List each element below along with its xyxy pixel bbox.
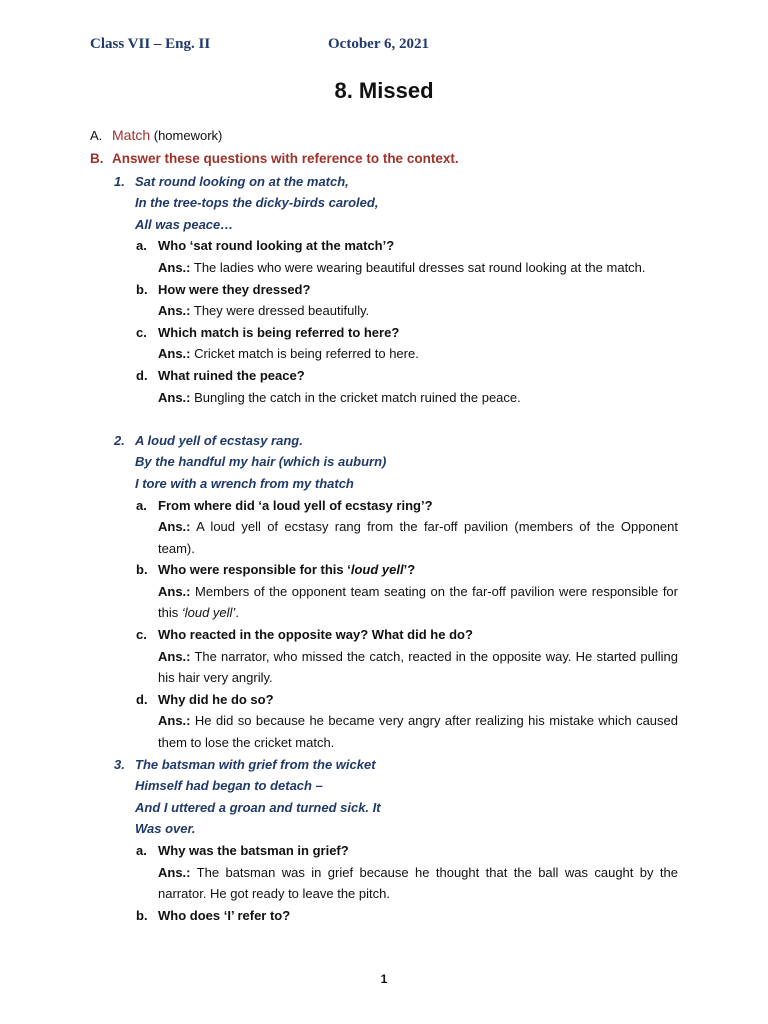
question-label: a.	[136, 238, 147, 254]
question	[90, 365, 678, 387]
section-b-title: Answer these questions with reference to the context.	[112, 150, 459, 166]
question-label: c.	[136, 324, 147, 340]
question-emphasis: loud yell	[350, 562, 404, 578]
answer	[90, 387, 678, 409]
section-a-note: (homework)	[150, 128, 223, 143]
answer	[90, 343, 678, 365]
passage-line: And I uttered a groan and turned sick. It	[135, 799, 381, 815]
passage-number: 3.	[114, 756, 125, 772]
section-b	[90, 147, 678, 171]
answer-text: Bungling the catch in the cricket match ruined the peace.	[190, 389, 521, 405]
question	[90, 279, 678, 301]
question-label: b.	[136, 562, 148, 578]
passage-line: In the tree-tops the dicky-birds caroled,	[135, 195, 379, 211]
date-label: October 6, 2021	[328, 36, 429, 52]
answer-label: Ans.:	[158, 346, 191, 362]
question	[90, 495, 678, 517]
verse-text: The batsman with grief from the wicket	[135, 756, 376, 772]
question-label: a.	[136, 843, 147, 858]
passage-1	[90, 171, 678, 409]
answer-text: He did so because he became very angry after realizing his mistake which caused them to lose the cricket match.	[158, 713, 678, 751]
passage-line	[90, 430, 678, 452]
document-body	[90, 125, 678, 926]
answer-label: Ans.:	[158, 648, 191, 664]
verse-text: A loud yell of ecstasy rang.	[135, 432, 303, 448]
section-a	[90, 125, 678, 147]
passage-2	[90, 430, 678, 754]
question-text: What ruined the peace?	[158, 367, 305, 383]
section-a-title: Match	[112, 127, 151, 143]
question-text: Who ‘sat round looking at the match’?	[158, 238, 395, 254]
passage-line: Himself had began to detach –	[135, 778, 323, 794]
answer-text: The batsman was in grief because he thought that the ball was caught by the narrator. He got ready to leave the pitch.	[158, 864, 678, 902]
question	[90, 559, 678, 581]
question-text: From where did ‘a loud yell of ecstasy ring’?	[158, 497, 433, 513]
answer-text: Cricket match is being referred to here.	[190, 346, 419, 362]
question-label: d.	[136, 691, 148, 707]
class-label: Class VII – Eng. II	[90, 36, 211, 52]
page-title: 8. Missed	[334, 78, 434, 103]
passage-line: Was over.	[135, 821, 196, 837]
verse-text: Sat round looking on at the match,	[135, 173, 349, 189]
question-label: b.	[136, 907, 148, 923]
question-text: Who reacted in the opposite way? What did he do?	[158, 627, 473, 643]
question-text: Which match is being referred to here?	[158, 324, 400, 340]
page-header	[90, 36, 678, 53]
answer-label: Ans.:	[158, 583, 191, 599]
question-label: a.	[136, 497, 147, 513]
question	[90, 840, 678, 862]
answer-text-end: .	[235, 605, 239, 621]
section-a-label: A.	[90, 128, 103, 143]
spacer	[90, 408, 678, 430]
question	[90, 235, 678, 257]
question-label: c.	[136, 627, 147, 643]
question	[90, 322, 678, 344]
answer-emphasis: ‘loud yell’	[181, 605, 236, 621]
answer-text: Members of the opponent team seating on the far-off pavilion were responsible for this	[158, 583, 678, 621]
question-label: b.	[136, 281, 148, 297]
answer	[90, 516, 678, 559]
question	[90, 689, 678, 711]
question-text: Why was the batsman in grief?	[158, 843, 349, 858]
question-text: Why did he do so?	[158, 691, 274, 707]
answer-text: A loud yell of ecstasy rang from the far-off pavilion (members of the Opponent team).	[158, 519, 678, 556]
passage-number: 1.	[114, 173, 125, 189]
passage-number: 2.	[114, 432, 125, 448]
answer	[90, 581, 678, 624]
page-number: 1	[380, 972, 388, 986]
answer-label: Ans.:	[158, 303, 191, 319]
question-text: Who were responsible for this ‘	[158, 562, 351, 578]
answer	[90, 257, 678, 279]
question-label: d.	[136, 367, 148, 383]
answer	[90, 300, 678, 322]
answer-text: The narrator, who missed the catch, reacted in the opposite way. He started pulling his hair very angrily.	[158, 648, 678, 686]
question-text: How were they dressed?	[158, 281, 311, 297]
answer	[90, 646, 678, 689]
passage-line: I tore with a wrench from my thatch	[135, 475, 354, 491]
question-text: Who does ‘I’ refer to?	[158, 907, 291, 923]
question	[90, 905, 678, 927]
question	[90, 624, 678, 646]
answer	[90, 710, 678, 753]
answer-label: Ans.:	[158, 519, 191, 535]
passage-3	[90, 754, 678, 927]
section-b-label: B.	[90, 150, 104, 166]
answer	[90, 862, 678, 905]
answer-text: They were dressed beautifully.	[190, 303, 370, 319]
answer-label: Ans.:	[158, 864, 191, 880]
answer-label: Ans.:	[158, 259, 191, 275]
passage-line: By the handful my hair (which is auburn)	[135, 454, 387, 470]
passage-line	[90, 171, 678, 193]
answer-text: The ladies who were wearing beautiful dresses sat round looking at the match.	[190, 259, 646, 275]
answer-label: Ans.:	[158, 713, 191, 729]
answer-label: Ans.:	[158, 389, 191, 405]
question-text-end: ’?	[403, 562, 416, 578]
passage-line	[90, 754, 678, 776]
passage-line: All was peace…	[135, 216, 234, 232]
